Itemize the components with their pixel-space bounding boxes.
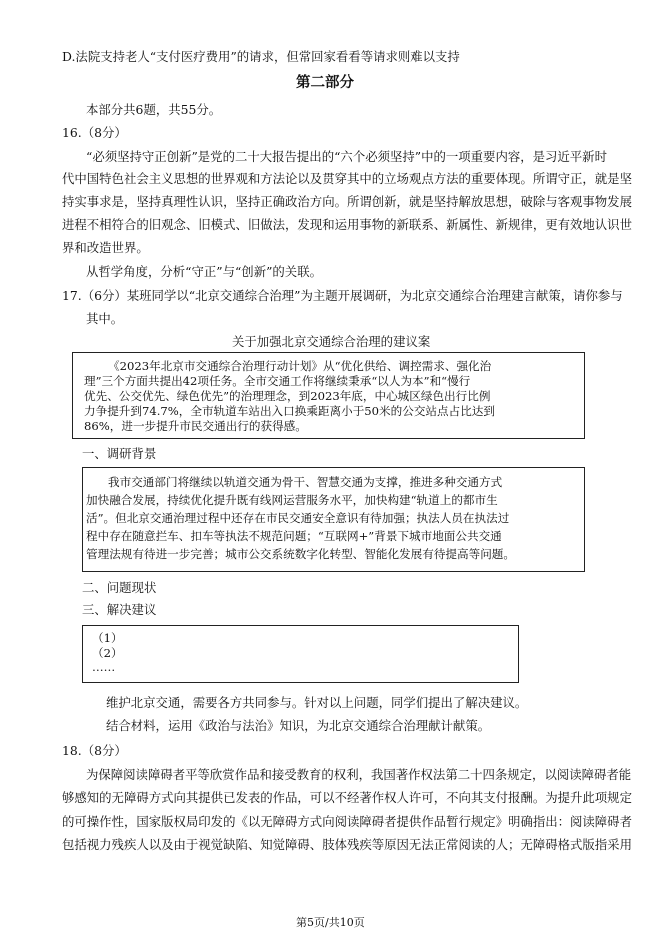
- proposal-title: 关于加强北京交通综合治理的建议案: [232, 334, 431, 349]
- suggestion-item: （2）: [92, 646, 123, 660]
- q16-para-line: 界和改造世界。: [62, 240, 149, 255]
- q16-para-line: 进程不相符合的旧观念、旧模式、旧做法，发现和运用事物的新联系、新属性、新规律，更有效地认识世: [62, 217, 632, 232]
- box1-line: 力争提升到74.7%，全市轨道车站出入口换乘距离小于50米的公交站点占比达到: [84, 404, 495, 418]
- q16-para-line: “必须坚持守正创新”是党的二十大报告提出的“六个必须坚持”中的一项重要内容，是习近平新时: [86, 149, 607, 164]
- q16-para-line: 持实事求是，坚持真理性认识，坚持正确政治方向。所谓创新，就是坚持解放思想，破除与客观事物发展: [62, 194, 632, 209]
- box2-line: 我市交通部门将继续以轨道交通为骨干、智慧交通为支撑，推进多种交通方式: [108, 475, 503, 489]
- box1-line: 理”三个方面共提出42项任务。全市交通工作将继续秉承“以人为本”和“慢行: [84, 374, 471, 388]
- section-solutions: 三、解决建议: [82, 602, 157, 617]
- q18-para-line: 够感知的无障碍方式向其提供已发表的作品，可以不经著作权人许可，不向其支付报酬。为提升此项规定: [62, 790, 632, 805]
- box1-line: 《2023年北京市交通综合治理行动计划》从“优化供给、调控需求、强化治: [108, 359, 492, 373]
- q18-para-line: 的可操作性，国家版权局印发的《以无障碍方式向阅读障碍者提供作品暂行规定》明确指出：阅读障碍者: [62, 814, 632, 829]
- q18-para-line: 包括视力残疾人以及由于视觉缺陷、知觉障碍、肢体残疾等原因无法正常阅读的人；无障碍格式版指采用: [62, 837, 632, 852]
- suggestion-box: [82, 625, 519, 683]
- q17-after-line: 结合材料，运用《政治与法治》知识，为北京交通综合治理献计献策。: [106, 718, 491, 733]
- section-problem-status: 二、问题现状: [82, 580, 157, 595]
- question-17-head-cont: 其中。: [86, 311, 124, 326]
- box1-line: 86%，进一步提升市民交通出行的获得感。: [84, 419, 307, 433]
- q16-para-line: 代中国特色社会主义思想的世界观和方法论以及贯穿其中的立场观点方法的重要体现。所谓守正，就是坚: [62, 171, 632, 186]
- page-footer: 第5页/共10页: [296, 916, 365, 929]
- box2-line: 活”。但北京交通治理过程中还存在市民交通安全意识有待加强；执法人员在执法过: [86, 511, 510, 525]
- option-d-line: D.法院支持老人“支付医疗费用”的请求，但常回家看看等请求则难以支持: [62, 49, 460, 64]
- q16-ask: 从哲学角度，分析“守正”与“创新”的关联。: [86, 264, 322, 279]
- section-note: 本部分共6题，共55分。: [86, 102, 222, 117]
- box2-line: 程中存在随意拦车、扣车等执法不规范问题；“互联网+”背景下城市地面公共交通: [86, 529, 502, 543]
- q17-after-line: 维护北京交通，需要各方共同参与。针对以上问题，同学们提出了解决建议。: [106, 695, 528, 710]
- box2-line: 加快融合发展，持续优化提升既有线网运营服务水平，加快构建“轨道上的都市生: [86, 493, 498, 507]
- section-research-background: 一、调研背景: [82, 446, 157, 461]
- box2-line: 管理法规有待进一步完善；城市公交系统数字化转型、智能化发展有待提高等问题。: [86, 547, 515, 561]
- suggestion-ellipsis: ……: [92, 660, 116, 674]
- box1-line: 优先、公交优先、绿色优先”的治理理念，到2023年底，中心城区绿色出行比例: [84, 389, 491, 403]
- q18-para-line: 为保障阅读障碍者平等欣赏作品和接受教育的权利，我国著作权法第二十四条规定，以阅读障碍者能: [86, 767, 632, 782]
- suggestion-item: （1）: [92, 631, 123, 645]
- section-title: 第二部分: [296, 74, 354, 91]
- question-16-head: 16.（8分）: [62, 125, 127, 140]
- question-18-head: 18.（8分）: [62, 743, 127, 758]
- question-17-head: 17.（6分）某班同学以“北京交通综合治理”为主题开展调研，为北京交通综合治理建言献策，请你参与: [62, 288, 623, 303]
